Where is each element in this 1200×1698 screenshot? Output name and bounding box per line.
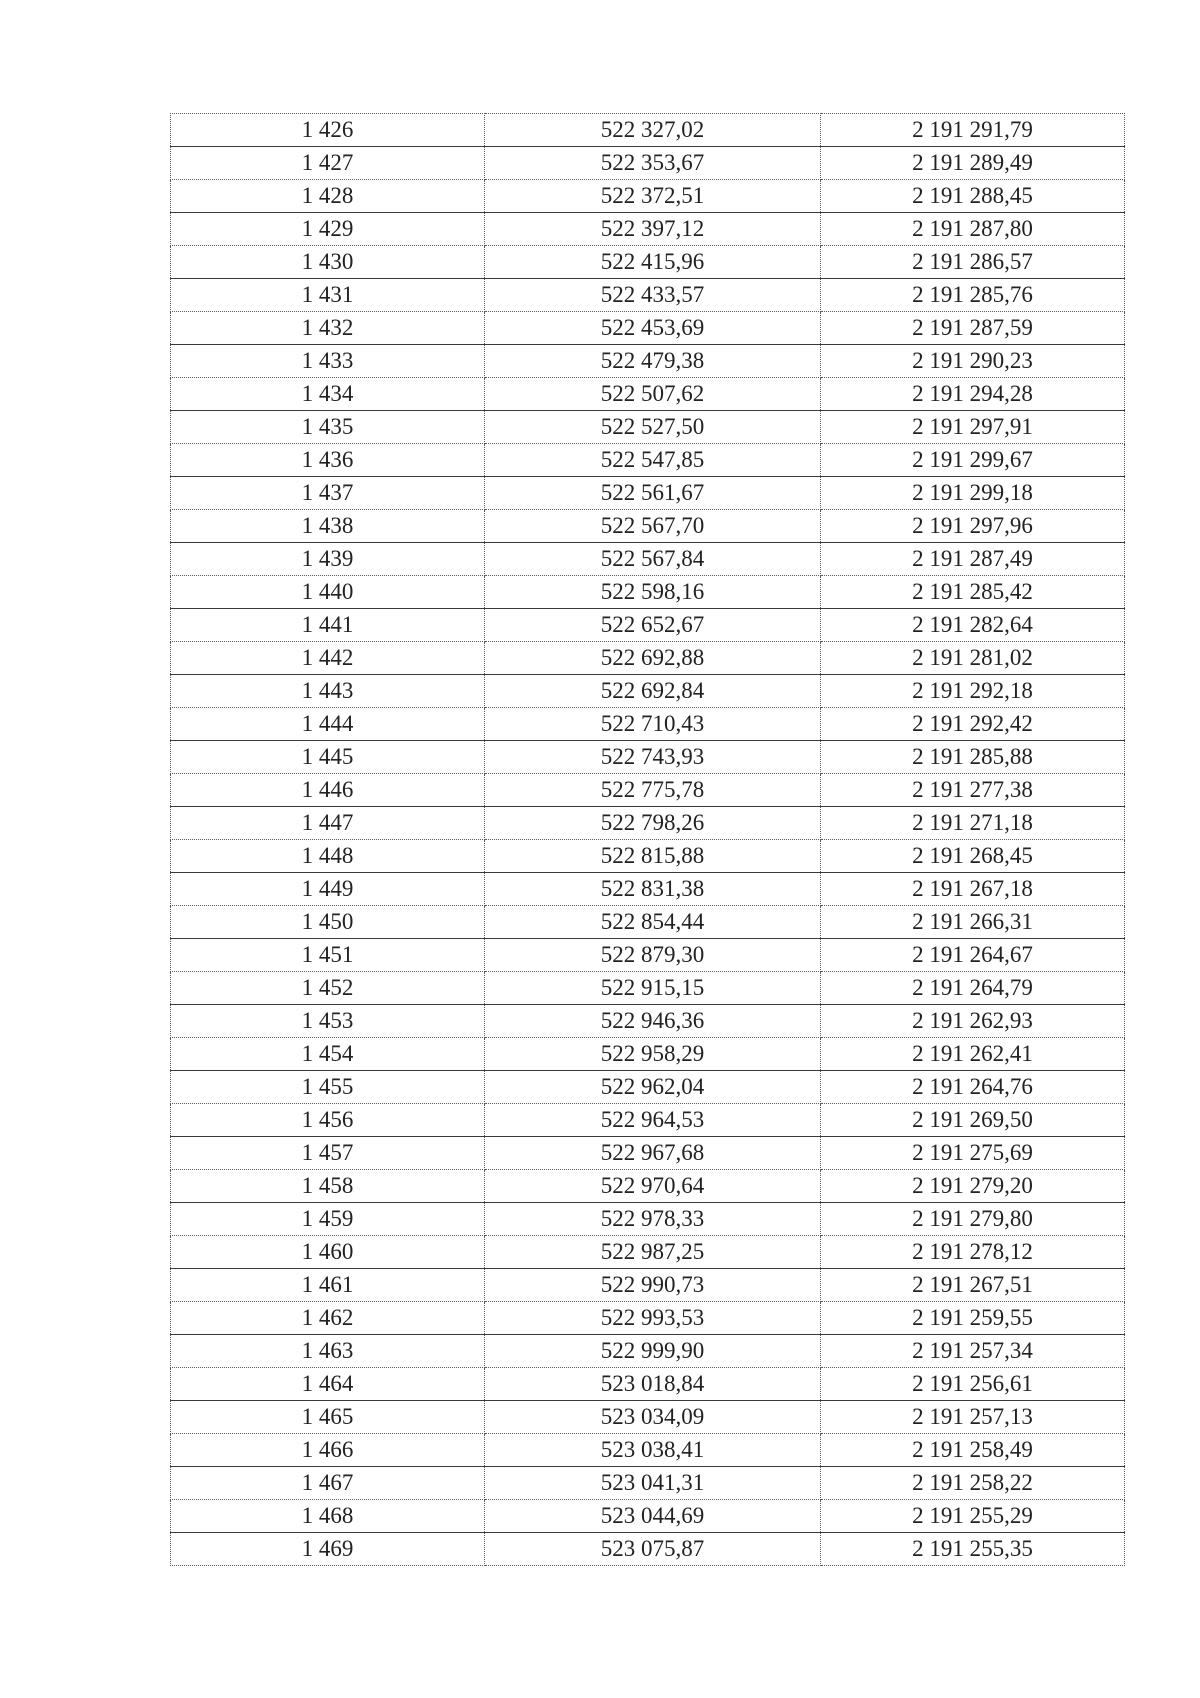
point-number-cell: 1 433 — [171, 345, 485, 378]
y-coordinate-cell: 2 191 259,55 — [821, 1302, 1125, 1335]
table-row — [171, 1302, 1125, 1335]
y-coordinate-cell: 2 191 277,38 — [821, 774, 1125, 807]
table-row — [171, 906, 1125, 939]
y-coordinate-cell: 2 191 279,80 — [821, 1203, 1125, 1236]
point-number-cell: 1 462 — [171, 1302, 485, 1335]
y-coordinate-cell: 2 191 267,18 — [821, 873, 1125, 906]
y-coordinate-cell: 2 191 269,50 — [821, 1104, 1125, 1137]
table-row — [171, 213, 1125, 246]
point-number-cell: 1 464 — [171, 1368, 485, 1401]
point-number-cell: 1 439 — [171, 543, 485, 576]
point-number-cell: 1 460 — [171, 1236, 485, 1269]
table-row — [171, 1236, 1125, 1269]
point-number-cell: 1 426 — [171, 114, 485, 147]
table-row — [171, 444, 1125, 477]
x-coordinate-cell: 522 527,50 — [485, 411, 821, 444]
point-number-cell: 1 446 — [171, 774, 485, 807]
x-coordinate-cell: 523 034,09 — [485, 1401, 821, 1434]
point-number-cell: 1 458 — [171, 1170, 485, 1203]
x-coordinate-cell: 523 075,87 — [485, 1533, 821, 1566]
x-coordinate-cell: 522 353,67 — [485, 147, 821, 180]
point-number-cell: 1 430 — [171, 246, 485, 279]
table-row — [171, 807, 1125, 840]
y-coordinate-cell: 2 191 287,49 — [821, 543, 1125, 576]
y-coordinate-cell: 2 191 285,42 — [821, 576, 1125, 609]
x-coordinate-cell: 522 372,51 — [485, 180, 821, 213]
table-row — [171, 114, 1125, 147]
x-coordinate-cell: 522 561,67 — [485, 477, 821, 510]
x-coordinate-cell: 522 999,90 — [485, 1335, 821, 1368]
y-coordinate-cell: 2 191 267,51 — [821, 1269, 1125, 1302]
point-number-cell: 1 434 — [171, 378, 485, 411]
y-coordinate-cell: 2 191 255,29 — [821, 1500, 1125, 1533]
point-number-cell: 1 440 — [171, 576, 485, 609]
x-coordinate-cell: 522 958,29 — [485, 1038, 821, 1071]
x-coordinate-cell: 522 815,88 — [485, 840, 821, 873]
x-coordinate-cell: 522 415,96 — [485, 246, 821, 279]
x-coordinate-cell: 522 710,43 — [485, 708, 821, 741]
y-coordinate-cell: 2 191 257,34 — [821, 1335, 1125, 1368]
table-row — [171, 246, 1125, 279]
table-row — [171, 840, 1125, 873]
point-number-cell: 1 450 — [171, 906, 485, 939]
x-coordinate-cell: 522 970,64 — [485, 1170, 821, 1203]
y-coordinate-cell: 2 191 279,20 — [821, 1170, 1125, 1203]
table-row — [171, 1170, 1125, 1203]
table-row — [171, 1500, 1125, 1533]
x-coordinate-cell: 522 879,30 — [485, 939, 821, 972]
table-row — [171, 1203, 1125, 1236]
point-number-cell: 1 461 — [171, 1269, 485, 1302]
y-coordinate-cell: 2 191 299,67 — [821, 444, 1125, 477]
x-coordinate-cell: 522 967,68 — [485, 1137, 821, 1170]
y-coordinate-cell: 2 191 290,23 — [821, 345, 1125, 378]
point-number-cell: 1 467 — [171, 1467, 485, 1500]
table-row — [171, 312, 1125, 345]
table-row — [171, 378, 1125, 411]
x-coordinate-cell: 522 775,78 — [485, 774, 821, 807]
table-row — [171, 147, 1125, 180]
y-coordinate-cell: 2 191 255,35 — [821, 1533, 1125, 1566]
point-number-cell: 1 452 — [171, 972, 485, 1005]
y-coordinate-cell: 2 191 268,45 — [821, 840, 1125, 873]
table-row — [171, 708, 1125, 741]
table-row — [171, 279, 1125, 312]
table-row — [171, 1368, 1125, 1401]
point-number-cell: 1 466 — [171, 1434, 485, 1467]
y-coordinate-cell: 2 191 266,31 — [821, 906, 1125, 939]
point-number-cell: 1 459 — [171, 1203, 485, 1236]
table-row — [171, 939, 1125, 972]
point-number-cell: 1 457 — [171, 1137, 485, 1170]
y-coordinate-cell: 2 191 292,18 — [821, 675, 1125, 708]
table-row — [171, 510, 1125, 543]
x-coordinate-cell: 522 652,67 — [485, 609, 821, 642]
table-row — [171, 1071, 1125, 1104]
table-row — [171, 543, 1125, 576]
y-coordinate-cell: 2 191 271,18 — [821, 807, 1125, 840]
table-row — [171, 609, 1125, 642]
x-coordinate-cell: 523 038,41 — [485, 1434, 821, 1467]
y-coordinate-cell: 2 191 258,49 — [821, 1434, 1125, 1467]
point-number-cell: 1 469 — [171, 1533, 485, 1566]
y-coordinate-cell: 2 191 288,45 — [821, 180, 1125, 213]
point-number-cell: 1 438 — [171, 510, 485, 543]
point-number-cell: 1 441 — [171, 609, 485, 642]
y-coordinate-cell: 2 191 287,80 — [821, 213, 1125, 246]
table-row — [171, 576, 1125, 609]
table-row — [171, 345, 1125, 378]
x-coordinate-cell: 523 044,69 — [485, 1500, 821, 1533]
y-coordinate-cell: 2 191 264,67 — [821, 939, 1125, 972]
x-coordinate-cell: 522 567,84 — [485, 543, 821, 576]
y-coordinate-cell: 2 191 262,93 — [821, 1005, 1125, 1038]
point-number-cell: 1 437 — [171, 477, 485, 510]
point-number-cell: 1 432 — [171, 312, 485, 345]
point-number-cell: 1 429 — [171, 213, 485, 246]
point-number-cell: 1 436 — [171, 444, 485, 477]
x-coordinate-cell: 522 479,38 — [485, 345, 821, 378]
table-row — [171, 1005, 1125, 1038]
y-coordinate-cell: 2 191 291,79 — [821, 114, 1125, 147]
coordinates-table-body — [171, 114, 1125, 1566]
point-number-cell: 1 454 — [171, 1038, 485, 1071]
x-coordinate-cell: 522 831,38 — [485, 873, 821, 906]
y-coordinate-cell: 2 191 297,91 — [821, 411, 1125, 444]
table-row — [171, 477, 1125, 510]
y-coordinate-cell: 2 191 262,41 — [821, 1038, 1125, 1071]
x-coordinate-cell: 522 547,85 — [485, 444, 821, 477]
x-coordinate-cell: 522 964,53 — [485, 1104, 821, 1137]
x-coordinate-cell: 522 507,62 — [485, 378, 821, 411]
x-coordinate-cell: 522 978,33 — [485, 1203, 821, 1236]
point-number-cell: 1 451 — [171, 939, 485, 972]
x-coordinate-cell: 522 962,04 — [485, 1071, 821, 1104]
table-row — [171, 1467, 1125, 1500]
y-coordinate-cell: 2 191 294,28 — [821, 378, 1125, 411]
point-number-cell: 1 443 — [171, 675, 485, 708]
y-coordinate-cell: 2 191 292,42 — [821, 708, 1125, 741]
coordinates-table — [170, 113, 1125, 1566]
y-coordinate-cell: 2 191 281,02 — [821, 642, 1125, 675]
table-row — [171, 1104, 1125, 1137]
point-number-cell: 1 447 — [171, 807, 485, 840]
table-row — [171, 675, 1125, 708]
x-coordinate-cell: 522 990,73 — [485, 1269, 821, 1302]
y-coordinate-cell: 2 191 257,13 — [821, 1401, 1125, 1434]
y-coordinate-cell: 2 191 258,22 — [821, 1467, 1125, 1500]
x-coordinate-cell: 522 946,36 — [485, 1005, 821, 1038]
point-number-cell: 1 435 — [171, 411, 485, 444]
y-coordinate-cell: 2 191 286,57 — [821, 246, 1125, 279]
point-number-cell: 1 455 — [171, 1071, 485, 1104]
y-coordinate-cell: 2 191 256,61 — [821, 1368, 1125, 1401]
table-row — [171, 1137, 1125, 1170]
point-number-cell: 1 453 — [171, 1005, 485, 1038]
y-coordinate-cell: 2 191 275,69 — [821, 1137, 1125, 1170]
y-coordinate-cell: 2 191 264,76 — [821, 1071, 1125, 1104]
point-number-cell: 1 456 — [171, 1104, 485, 1137]
x-coordinate-cell: 522 798,26 — [485, 807, 821, 840]
point-number-cell: 1 444 — [171, 708, 485, 741]
y-coordinate-cell: 2 191 297,96 — [821, 510, 1125, 543]
y-coordinate-cell: 2 191 287,59 — [821, 312, 1125, 345]
table-row — [171, 774, 1125, 807]
table-row — [171, 741, 1125, 774]
table-row — [171, 972, 1125, 1005]
x-coordinate-cell: 522 692,88 — [485, 642, 821, 675]
x-coordinate-cell: 523 041,31 — [485, 1467, 821, 1500]
x-coordinate-cell: 522 327,02 — [485, 114, 821, 147]
y-coordinate-cell: 2 191 289,49 — [821, 147, 1125, 180]
y-coordinate-cell: 2 191 299,18 — [821, 477, 1125, 510]
point-number-cell: 1 463 — [171, 1335, 485, 1368]
point-number-cell: 1 465 — [171, 1401, 485, 1434]
point-number-cell: 1 468 — [171, 1500, 485, 1533]
table-row — [171, 873, 1125, 906]
table-row — [171, 411, 1125, 444]
point-number-cell: 1 448 — [171, 840, 485, 873]
x-coordinate-cell: 522 743,93 — [485, 741, 821, 774]
y-coordinate-cell: 2 191 282,64 — [821, 609, 1125, 642]
table-row — [171, 1269, 1125, 1302]
x-coordinate-cell: 522 692,84 — [485, 675, 821, 708]
x-coordinate-cell: 522 993,53 — [485, 1302, 821, 1335]
table-row — [171, 1533, 1125, 1566]
x-coordinate-cell: 522 453,69 — [485, 312, 821, 345]
table-row — [171, 180, 1125, 213]
x-coordinate-cell: 522 567,70 — [485, 510, 821, 543]
y-coordinate-cell: 2 191 278,12 — [821, 1236, 1125, 1269]
y-coordinate-cell: 2 191 264,79 — [821, 972, 1125, 1005]
point-number-cell: 1 428 — [171, 180, 485, 213]
table-row — [171, 1335, 1125, 1368]
x-coordinate-cell: 522 854,44 — [485, 906, 821, 939]
point-number-cell: 1 431 — [171, 279, 485, 312]
x-coordinate-cell: 522 433,57 — [485, 279, 821, 312]
table-row — [171, 1401, 1125, 1434]
y-coordinate-cell: 2 191 285,88 — [821, 741, 1125, 774]
y-coordinate-cell: 2 191 285,76 — [821, 279, 1125, 312]
point-number-cell: 1 427 — [171, 147, 485, 180]
point-number-cell: 1 449 — [171, 873, 485, 906]
x-coordinate-cell: 522 915,15 — [485, 972, 821, 1005]
table-row — [171, 642, 1125, 675]
x-coordinate-cell: 523 018,84 — [485, 1368, 821, 1401]
x-coordinate-cell: 522 397,12 — [485, 213, 821, 246]
x-coordinate-cell: 522 987,25 — [485, 1236, 821, 1269]
point-number-cell: 1 445 — [171, 741, 485, 774]
table-row — [171, 1434, 1125, 1467]
point-number-cell: 1 442 — [171, 642, 485, 675]
x-coordinate-cell: 522 598,16 — [485, 576, 821, 609]
table-row — [171, 1038, 1125, 1071]
